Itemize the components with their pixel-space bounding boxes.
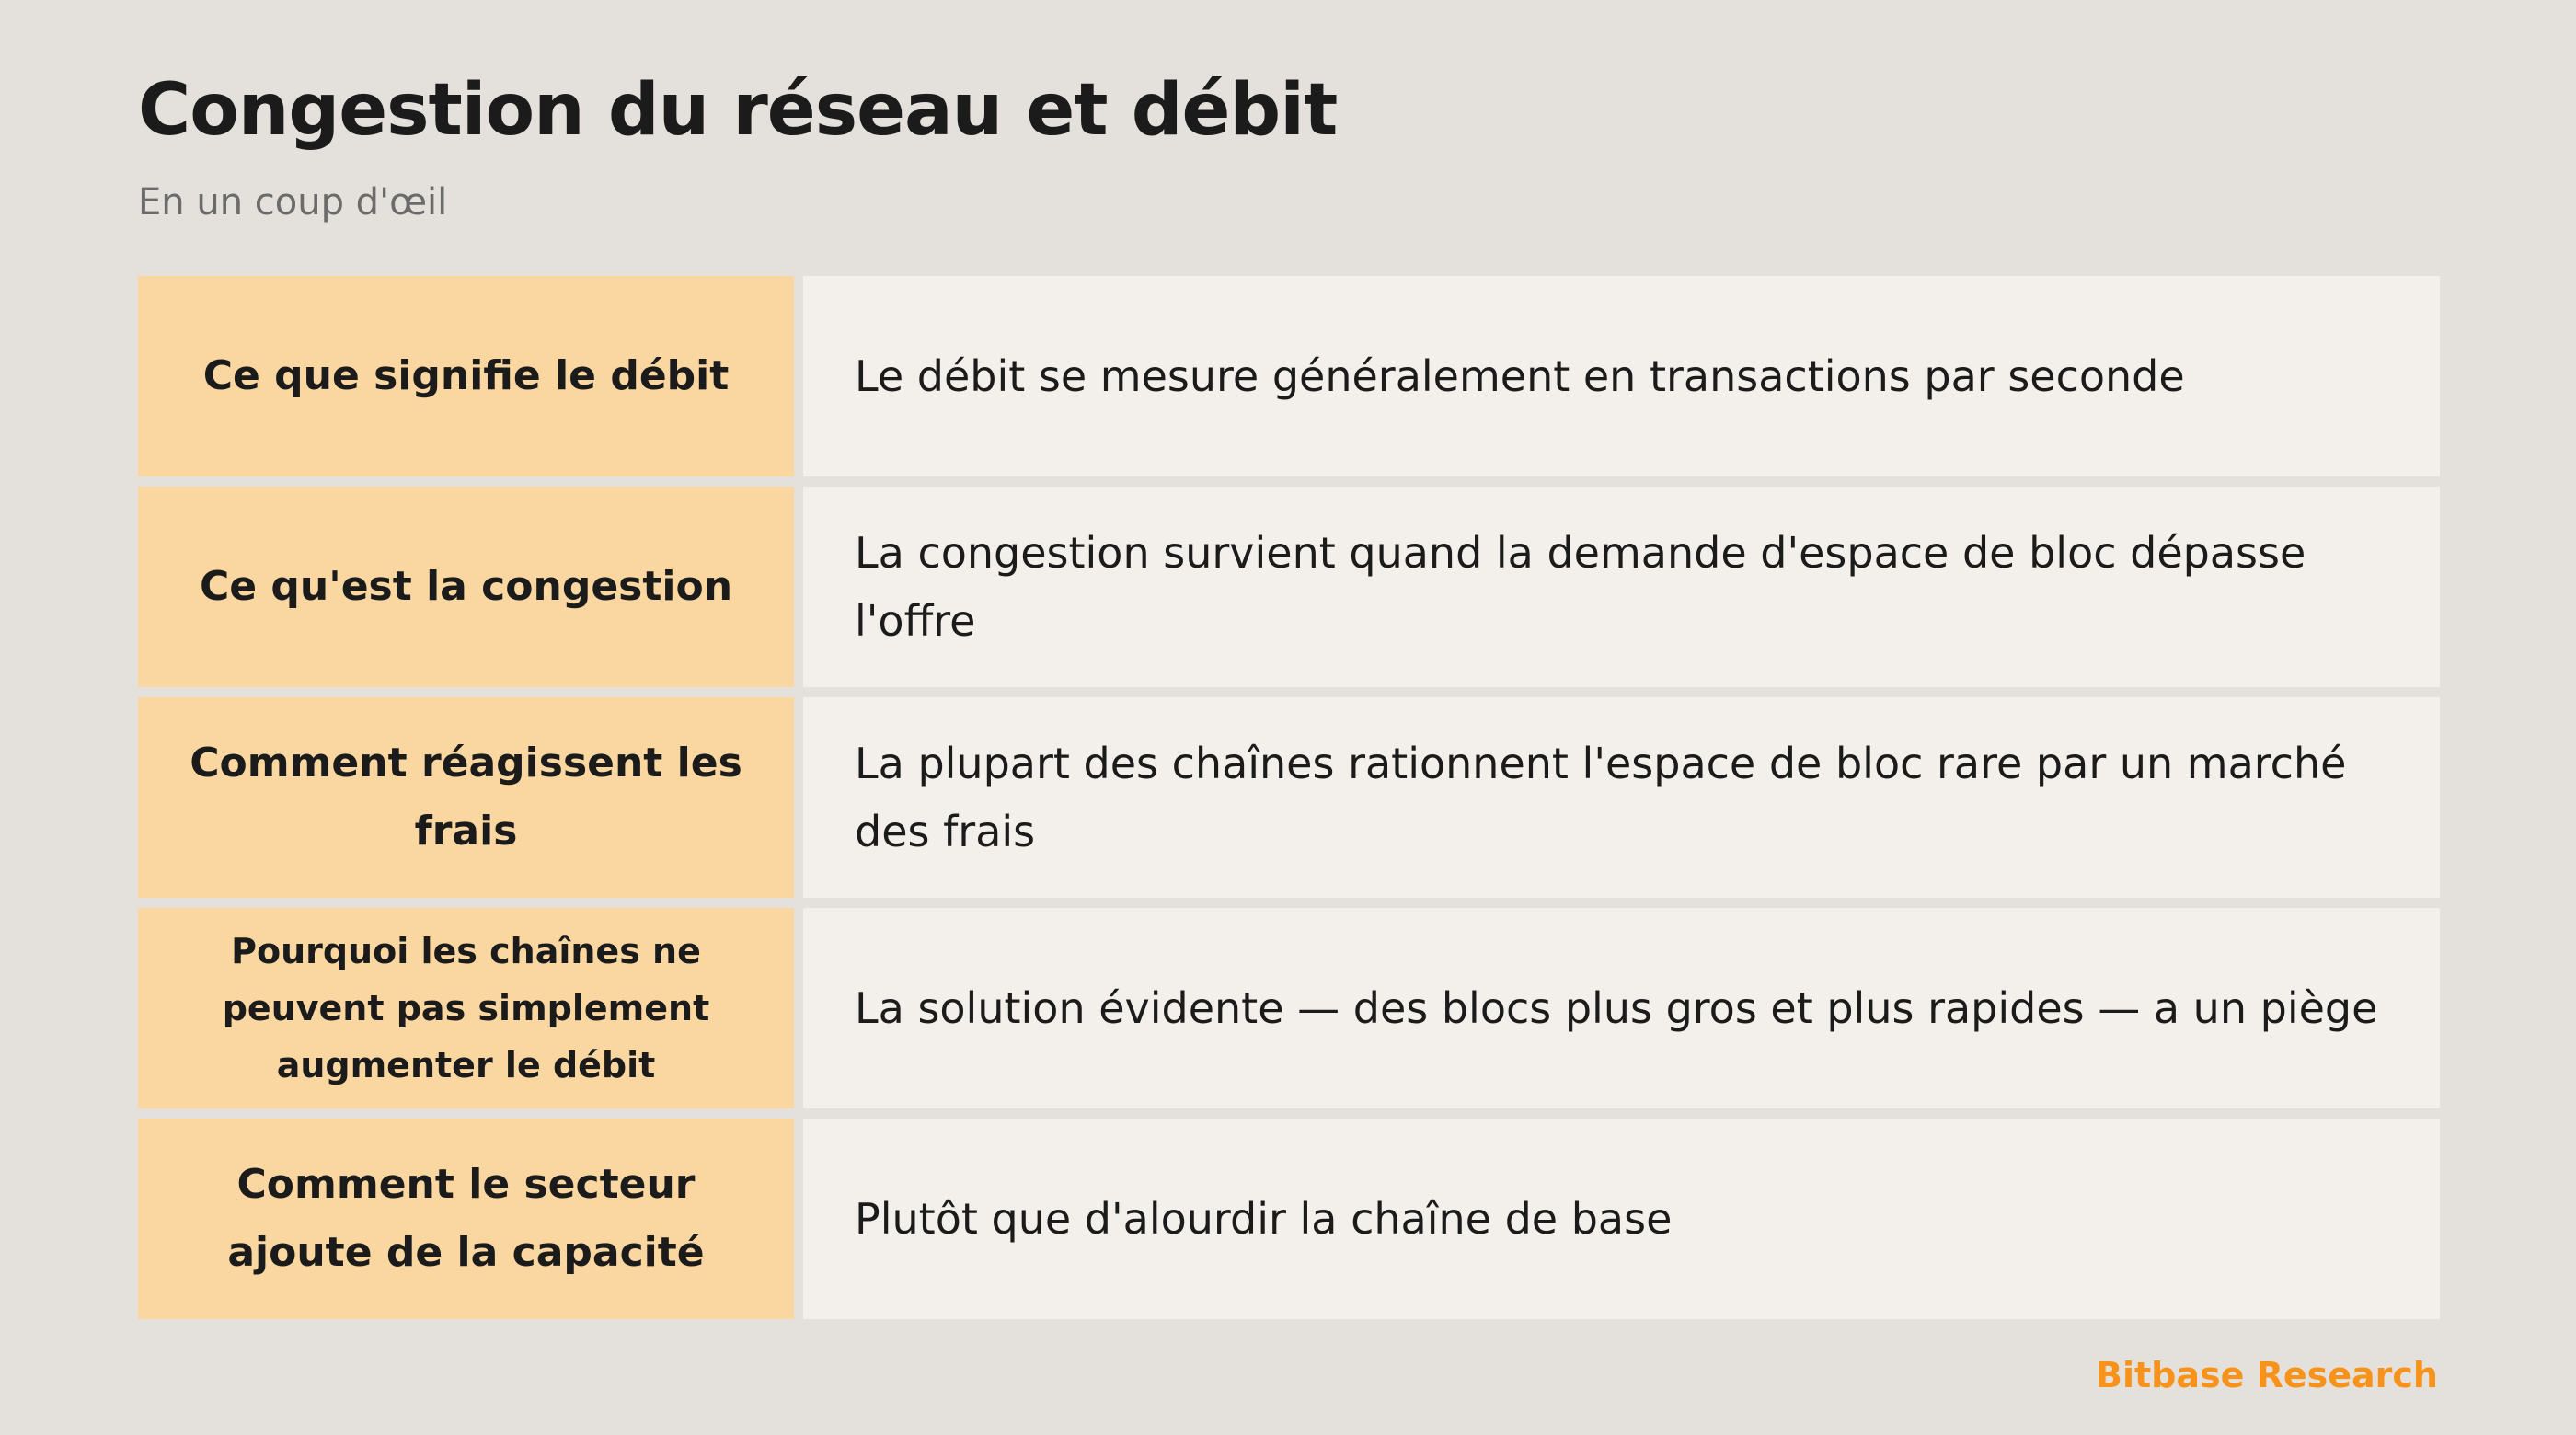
row-value: La congestion survient quand la demande d'espace de bloc dépasse l'offre [803, 487, 2440, 687]
row-label: Ce qu'est la congestion [138, 487, 794, 687]
row-label: Ce que signifie le débit [138, 276, 794, 476]
row-value: Le débit se mesure généralement en transactions par seconde [803, 276, 2440, 476]
row-value: La solution évidente — des blocs plus gros et plus rapides — a un piège [803, 908, 2440, 1108]
brand-footer: Bitbase Research [2095, 1355, 2438, 1395]
table-row [138, 276, 2440, 476]
table-row [138, 697, 2440, 898]
row-value: Plutôt que d'alourdir la chaîne de base [803, 1119, 2440, 1319]
page-subtitle: En un coup d'œil [138, 181, 448, 224]
table-row [138, 1119, 2440, 1319]
table-row [138, 908, 2440, 1108]
row-label: Pourquoi les chaînes ne peuvent pas simplement augmenter le débit [138, 908, 794, 1108]
summary-table [138, 276, 2440, 1319]
page-title: Congestion du réseau et débit [138, 69, 1338, 152]
row-label: Comment le secteur ajoute de la capacité [138, 1119, 794, 1319]
row-label: Comment réagissent les frais [138, 697, 794, 898]
row-value: La plupart des chaînes rationnent l'espace de bloc rare par un marché des frais [803, 697, 2440, 898]
table-row [138, 487, 2440, 687]
